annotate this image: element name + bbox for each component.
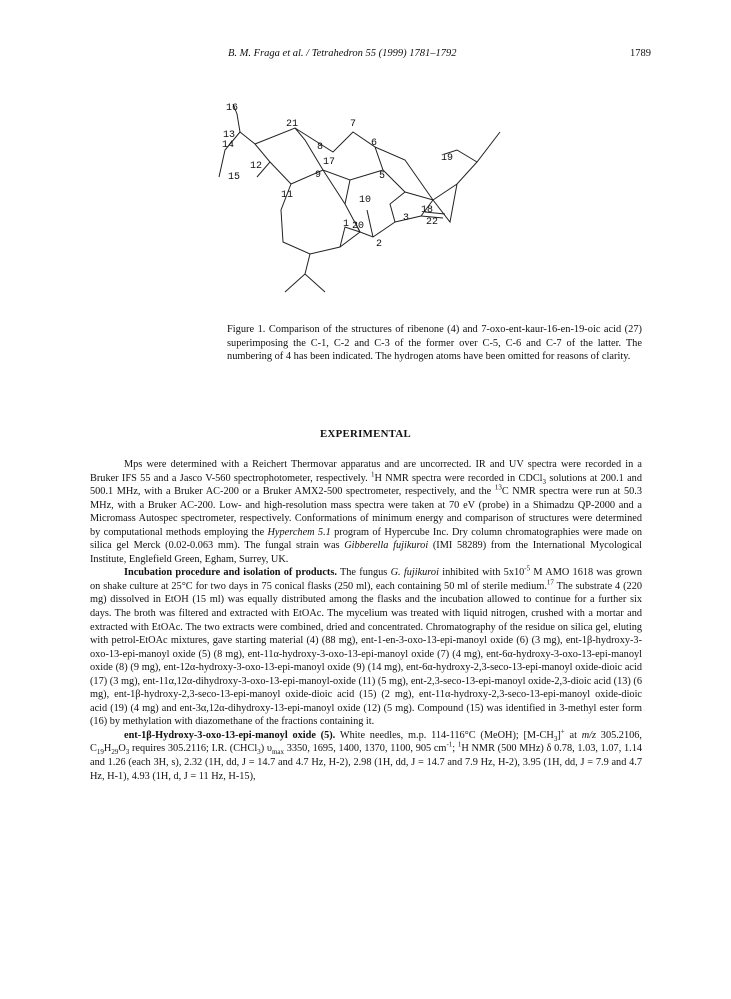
molecule-drawing [195, 92, 535, 312]
atom-label-13: 13 [223, 130, 236, 141]
atom-label-2: 2 [376, 239, 383, 250]
structure-figure [195, 92, 535, 312]
body-text [90, 458, 642, 783]
atom-label-16: 16 [226, 103, 239, 114]
running-head: B. M. Fraga et al. / Tetrahedron 55 (1999) 1781–1792 [228, 48, 457, 59]
paragraph-incubation: Incubation procedure and isolation of products. The fungus G. fujikuroi inhibited with $5x10^{-5}$ M AMO 1618 was grown on shake culture at 25°C for two days in 75 conical flasks (250 ml), each containing 50 ml of sterile medium.$^{17}$ The substrate 4 (220 mg) dissolved in EtOH (15 ml) was equally distributed among the flasks and the incubation allowed to continue for a further six days. The broth was filtered and extracted with EtOAc. The mycelium was treated with liquid nitrogen, crushed with a mortar and extracted with EtOAc. The two extracts were combined, dried and concentrated. Chromatography of the residue on silica gel, eluting with petrol-EtOAc mixtures, gave starting material (4) (88 mg), ent-1-en-3-oxo-13-epi-manoyl oxide (6) (3 mg), ent-1β-hydroxy-3-oxo-13-epi-manoyl oxide (5) (8 mg), ent-11α-hydroxy-3-oxo-13-epi-manoyl oxide (7) (4 mg), ent-6α-hydroxy-3-oxo-13-epi-manoyl oxide (8) (9 mg), ent-12α-hydroxy-3-oxo-13-epi-manoyl oxide (9) (14 mg), ent-6α-hydroxy-2,3-seco-13-epi-manoyl oxide-dioic acid (17) (3 mg), ent-11α,12α-dihydroxy-3-oxo-13-epi-manoyl-oxide (11) (5 mg), ent-2,3-seco-13-epi-manoyl oxide-2,3-dioic acid (13) (6 mg), ent-1β-hydroxy-2,3-seco-13-epi-manoyl oxide-dioic acid (15) (2 mg), ent-11α-hydroxy-2,3-seco-13-epi-manoyl oxide-dioic acid (19) (4 mg) and ent-3α,12α-dihydroxy-13-epi-manoyl oxide (12) (5 mg). Compound (15) was identified in 3-methyl ester form (16) by methylation with diazomethane of the fractions containing it. [90, 564, 643, 728]
atom-label-6: 6 [371, 138, 378, 149]
atom-label-19: 19 [441, 153, 454, 164]
figure-caption: Figure 1. Comparison of the structures of ribenone (4) and 7-oxo-ent-kaur-16-en-19-oic acid (27) superimposing the C-1, C-2 and C-3 of the former over C-5, C-6 and C-7 of the latter. The numbering of 4 has been indicated. The hydrogen atoms have been omitted for reasons of clarity. [227, 324, 642, 363]
atom-label-15: 15 [228, 172, 241, 183]
atom-label-9: 9 [315, 170, 322, 181]
atom-label-8: 8 [317, 142, 324, 153]
atom-label-7: 7 [350, 119, 357, 130]
atom-label-18: 18 [421, 205, 434, 216]
atom-label-17: 17 [323, 157, 336, 168]
page-number: 1789 [630, 48, 651, 59]
paragraph-methods: Mps were determined with a Reichert Thermovar apparatus and are uncorrected. IR and UV spectra were recorded in a Bruker IFS 55 and a Jasco V-560 spectrophotometer, respectively. $^1$H NMR spectra were recorded in CDCl$_3$ solutions at 200.1 and 500.1 MHz, with a Bruker AC-200 or a Bruker AMX2-500 spectrometer, respectively, and the $^{13}$C NMR spectra were run at 50.3 MHz, with a Bruker AC-200. Low- and high-resolution mass spectra were taken at 70 eV (probe) in a Shimadzu QP-2000 and a Micromass Autospec spectrometer, respectively. Conformations of minimum energy and comparison of structures were determined by computational methods employing the Hyperchem 5.1 program of Hypercube Inc. Dry column chromatographies were made on silica gel Merck (0.02-0.063 mm). The fungal strain was Gibberella fujikuroi (IMI 58289) from the International Mycological Institute, Englefield Green, Egham, Surrey, UK. [90, 459, 642, 565]
atom-label-20: 20 [352, 221, 365, 232]
atom-label-22: 22 [426, 217, 439, 228]
page-header [0, 48, 731, 64]
atom-label-14: 14 [222, 140, 235, 151]
atom-label-21: 21 [286, 119, 299, 130]
atom-label-3: 3 [403, 213, 410, 224]
paragraph-compound-5: ent-1β-Hydroxy-3-oxo-13-epi-manoyl oxide (5). White needles, m.p. 114-116°C (MeOH); $[M-CH_3]^+$ at m/z 305.2106, $C_{19}H_{29}O_3$ requires 305.2116; I.R. (CHCl$_3$) $\upsilon_{max}$ 3350, 1695, 1400, 1370, 1100, 905 $cm^{-1}$; $^1$H NMR (500 MHz) δ 0.78, 1.03, 1.07, 1.14 and 1.26 (each 3H, s), 2.32 (1H, dd, J = 14.7 and 4.7 Hz, H-2), 2.98 (1H, dd, J = 14.7 and 7.9 Hz, H-2), 3.95 (1H, dd, J = 7.9 and 4.7 Hz, H-1), 4.93 (1H, d, J = 11 Hz, H-15), [90, 727, 642, 782]
atom-label-5: 5 [379, 171, 386, 182]
atom-label-11: 11 [281, 190, 294, 201]
atom-label-1: 1 [343, 219, 350, 230]
section-title: EXPERIMENTAL [320, 428, 411, 440]
atom-label-10: 10 [359, 195, 372, 206]
atom-label-12: 12 [250, 161, 263, 172]
